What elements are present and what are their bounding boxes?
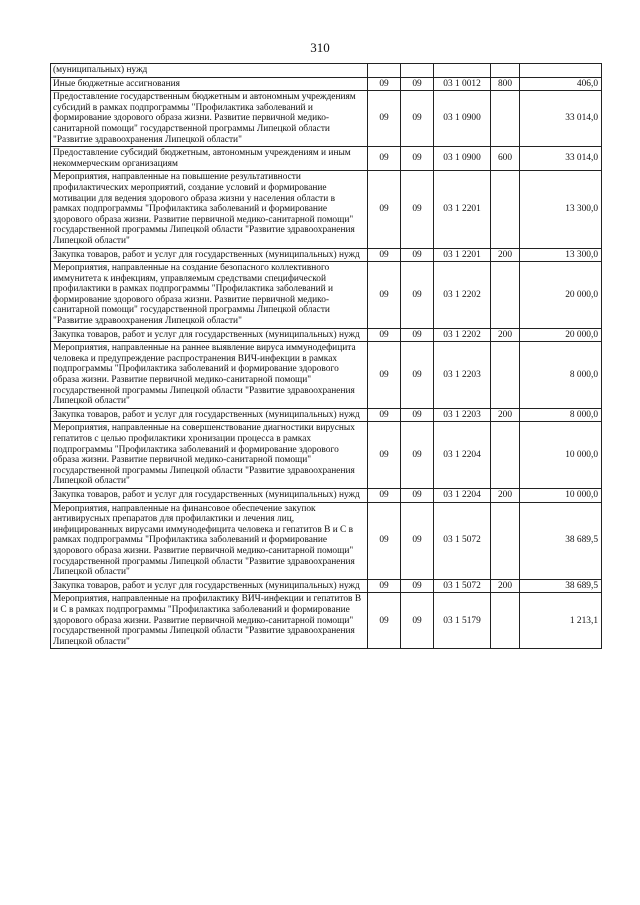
row-target-article-code: 03 1 5179 xyxy=(434,593,491,649)
row-description: Мероприятия, направленные на совершенствование диагностики вирусных гепатитов с целью профилактики хронизации процесса в рамках подпрограммы "Профилактика заболеваний и формирование здорового образа жизни. Развитие первичной медико-санитарной помощи" государственной программы Липецкой области "Развитие здравоохранения Липецкой области" xyxy=(51,422,368,489)
row-subsection-code: 09 xyxy=(401,488,434,502)
row-section-code: 09 xyxy=(368,91,401,147)
row-section-code: 09 xyxy=(368,502,401,579)
row-subsection-code: 09 xyxy=(401,408,434,422)
row-target-article-code: 03 1 2202 xyxy=(434,262,491,329)
row-subsection-code: 09 xyxy=(401,502,434,579)
row-description: Предоставление субсидий бюджетным, автономным учреждениям и иным некоммерческим организациям xyxy=(51,147,368,171)
row-expense-type-code xyxy=(491,262,520,329)
row-amount: 1 213,1 xyxy=(520,593,602,649)
row-amount: 20 000,0 xyxy=(520,328,602,342)
row-subsection-code: 09 xyxy=(401,91,434,147)
row-subsection-code: 09 xyxy=(401,262,434,329)
row-subsection-code: 09 xyxy=(401,248,434,262)
row-section-code xyxy=(368,64,401,78)
row-description: Мероприятия, направленные на раннее выявление вируса иммунодефицита человека и предупреждение распространения ВИЧ-инфекции в рамках подпрограммы "Профилактика заболеваний и формирование здорового образа жизни. Развитие первичной медико-санитарной помощи" государственной программы Липецкой области "Развитие здравоохранения Липецкой области" xyxy=(51,342,368,409)
row-expense-type-code: 200 xyxy=(491,579,520,593)
row-section-code: 09 xyxy=(368,579,401,593)
row-target-article-code: 03 1 2201 xyxy=(434,248,491,262)
row-amount: 33 014,0 xyxy=(520,147,602,171)
row-amount: 13 300,0 xyxy=(520,171,602,248)
row-amount: 38 689,5 xyxy=(520,502,602,579)
row-target-article-code: 03 1 5072 xyxy=(434,579,491,593)
table-row xyxy=(51,262,602,329)
row-section-code: 09 xyxy=(368,171,401,248)
table-row xyxy=(51,77,602,91)
row-target-article-code: 03 1 0900 xyxy=(434,147,491,171)
row-subsection-code: 09 xyxy=(401,328,434,342)
table-row xyxy=(51,408,602,422)
table-row xyxy=(51,422,602,489)
row-target-article-code: 03 1 2201 xyxy=(434,171,491,248)
row-target-article-code xyxy=(434,64,491,78)
row-target-article-code: 03 1 0900 xyxy=(434,91,491,147)
row-section-code: 09 xyxy=(368,262,401,329)
table-row xyxy=(51,91,602,147)
row-expense-type-code: 200 xyxy=(491,328,520,342)
row-description: Иные бюджетные ассигнования xyxy=(51,77,368,91)
row-section-code: 09 xyxy=(368,248,401,262)
row-description: Закупка товаров, работ и услуг для государственных (муниципальных) нужд xyxy=(51,579,368,593)
row-description: Мероприятия, направленные на создание безопасного коллективного иммунитета к инфекциям, управляемым средствами специфической профилактики в рамках подпрограммы "Профилактика заболеваний и формирование здорового образа жизни. Развитие первичной медико-санитарной помощи" государственной программы Липецкой области "Развитие здравоохранения Липецкой области" xyxy=(51,262,368,329)
row-subsection-code: 09 xyxy=(401,422,434,489)
table-row xyxy=(51,579,602,593)
row-section-code: 09 xyxy=(368,328,401,342)
table-row xyxy=(51,488,602,502)
row-target-article-code: 03 1 5072 xyxy=(434,502,491,579)
row-expense-type-code xyxy=(491,64,520,78)
row-target-article-code: 03 1 0012 xyxy=(434,77,491,91)
row-target-article-code: 03 1 2202 xyxy=(434,328,491,342)
row-target-article-code: 03 1 2203 xyxy=(434,342,491,409)
row-expense-type-code xyxy=(491,171,520,248)
row-target-article-code: 03 1 2204 xyxy=(434,422,491,489)
row-amount: 38 689,5 xyxy=(520,579,602,593)
row-subsection-code: 09 xyxy=(401,593,434,649)
row-section-code: 09 xyxy=(368,408,401,422)
row-expense-type-code xyxy=(491,502,520,579)
table-row xyxy=(51,328,602,342)
table-row xyxy=(51,248,602,262)
row-target-article-code: 03 1 2203 xyxy=(434,408,491,422)
table-row xyxy=(51,342,602,409)
row-amount: 13 300,0 xyxy=(520,248,602,262)
row-expense-type-code: 200 xyxy=(491,408,520,422)
row-section-code: 09 xyxy=(368,593,401,649)
row-expense-type-code: 200 xyxy=(491,488,520,502)
row-amount: 10 000,0 xyxy=(520,488,602,502)
row-amount: 10 000,0 xyxy=(520,422,602,489)
row-expense-type-code xyxy=(491,342,520,409)
row-description: Предоставление государственным бюджетным и автономным учреждениям субсидий в рамках подпрограммы "Профилактика заболеваний и формирование здорового образа жизни. Развитие первичной медико-санитарной помощи" государственной программы Липецкой области "Развитие здравоохранения Липецкой области" xyxy=(51,91,368,147)
row-subsection-code: 09 xyxy=(401,342,434,409)
table-row xyxy=(51,147,602,171)
row-subsection-code: 09 xyxy=(401,171,434,248)
row-amount: 406,0 xyxy=(520,77,602,91)
row-expense-type-code: 800 xyxy=(491,77,520,91)
row-amount: 8 000,0 xyxy=(520,408,602,422)
row-section-code: 09 xyxy=(368,147,401,171)
row-section-code: 09 xyxy=(368,422,401,489)
table-row xyxy=(51,593,602,649)
row-amount: 20 000,0 xyxy=(520,262,602,329)
row-description: Закупка товаров, работ и услуг для государственных (муниципальных) нужд xyxy=(51,488,368,502)
row-description: Закупка товаров, работ и услуг для государственных (муниципальных) нужд xyxy=(51,408,368,422)
budget-table xyxy=(50,63,602,649)
row-expense-type-code: 200 xyxy=(491,248,520,262)
page-number: 310 xyxy=(310,40,330,55)
row-amount: 33 014,0 xyxy=(520,91,602,147)
budget-table-body xyxy=(51,64,602,649)
row-subsection-code: 09 xyxy=(401,147,434,171)
row-target-article-code: 03 1 2204 xyxy=(434,488,491,502)
row-section-code: 09 xyxy=(368,488,401,502)
table-row xyxy=(51,64,602,78)
row-section-code: 09 xyxy=(368,342,401,409)
row-subsection-code: 09 xyxy=(401,579,434,593)
row-section-code: 09 xyxy=(368,77,401,91)
row-subsection-code: 09 xyxy=(401,77,434,91)
row-description: Мероприятия, направленные на финансовое обеспечение закупок антивирусных препаратов для профилактики и лечения лиц, инфицированных вирусами иммунодефицита человека и гепатитов В и С в рамках подпрограммы "Профилактика заболеваний и формирование здорового образа жизни. Развитие первичной медико-санитарной помощи" государственной программы Липецкой области "Развитие здравоохранения Липецкой области" xyxy=(51,502,368,579)
row-amount: 8 000,0 xyxy=(520,342,602,409)
table-row xyxy=(51,171,602,248)
row-expense-type-code xyxy=(491,91,520,147)
row-amount xyxy=(520,64,602,78)
row-description: Закупка товаров, работ и услуг для государственных (муниципальных) нужд xyxy=(51,248,368,262)
row-expense-type-code xyxy=(491,593,520,649)
row-subsection-code xyxy=(401,64,434,78)
row-expense-type-code: 600 xyxy=(491,147,520,171)
row-description: Мероприятия, направленные на профилактику ВИЧ-инфекции и гепатитов В и С в рамках подпрограммы "Профилактика заболеваний и формирование здорового образа жизни. Развитие первичной медико-санитарной помощи" государственной программы Липецкой области "Развитие здравоохранения Липецкой области" xyxy=(51,593,368,649)
row-description: Закупка товаров, работ и услуг для государственных (муниципальных) нужд xyxy=(51,328,368,342)
row-expense-type-code xyxy=(491,422,520,489)
row-description: Мероприятия, направленные на повышение результативности профилактических мероприятий, создание условий и формирование мотивации для ведения здорового образа жизни у населения области в рамках подпрограммы "Профилактика заболеваний и формирование здорового образа жизни. Развитие первичной медико-санитарной помощи" государственной программы Липецкой области "Развитие здравоохранения Липецкой области" xyxy=(51,171,368,248)
row-description: (муниципальных) нужд xyxy=(51,64,368,78)
table-row xyxy=(51,502,602,579)
